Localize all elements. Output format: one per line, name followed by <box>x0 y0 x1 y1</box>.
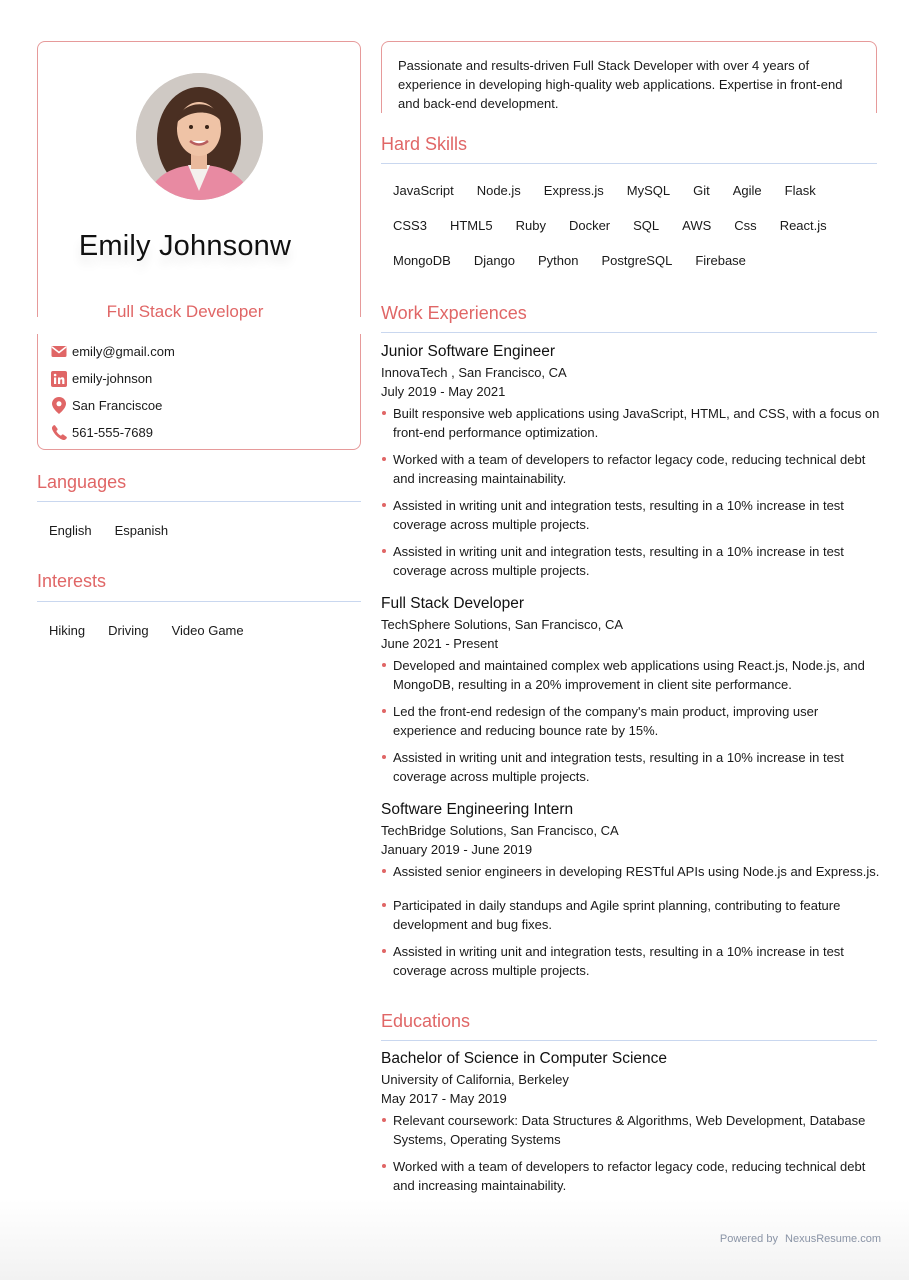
job-bullet: Assisted in writing unit and integration tests, resulting in a 10% increase in test coverage across multiple projects. <box>381 942 881 980</box>
job-bullet: Developed and maintained complex web applications using React.js, Node.js, and MongoDB, resulting in a 20% improvement in client site performance. <box>381 656 881 694</box>
skill-item: Python <box>538 253 579 268</box>
job-bullet: Assisted senior engineers in developing RESTful APIs using Node.js and Express.js. <box>381 862 881 881</box>
interest-item: Driving <box>108 623 149 638</box>
skill-item: CSS3 <box>393 218 427 233</box>
skill-item: Agile <box>732 183 762 198</box>
summary-box <box>381 41 877 113</box>
profile-name: Emily Johnsonw <box>78 230 292 262</box>
job-dates: January 2019 - June 2019 <box>381 842 533 857</box>
skill-item: Docker <box>568 218 611 233</box>
skill-item: MySQL <box>626 183 671 198</box>
email-icon <box>51 344 67 360</box>
skill-item: AWS <box>682 218 712 233</box>
job-bullet: Worked with a team of developers to refactor legacy code, reducing technical debt and increasing maintainability. <box>381 450 881 488</box>
job-role: Software Engineering Intern <box>381 801 574 818</box>
job-bullets <box>381 656 881 786</box>
languages-divider <box>37 501 361 502</box>
interests-divider <box>37 601 361 602</box>
powered-by-brand[interactable]: NexusResume.com <box>785 1233 881 1245</box>
contact-list <box>51 338 175 446</box>
education-dates: May 2017 - May 2019 <box>381 1091 507 1106</box>
interest-item: Video Game <box>171 623 244 638</box>
job-dates: July 2019 - May 2021 <box>381 384 506 399</box>
job-bullet: Assisted in writing unit and integration tests, resulting in a 10% increase in test coverage across multiple projects. <box>381 496 881 534</box>
skill-item: MongoDB <box>393 253 451 268</box>
job-bullets <box>381 862 881 980</box>
contact-linkedin[interactable] <box>51 365 175 392</box>
summary-text: Passionate and results-driven Full Stack Developer with over 4 years of experience in developing high-quality web applications. Expertise in front-end and back-end development. <box>398 58 843 111</box>
location-pin-icon <box>51 398 67 414</box>
interests-list <box>49 623 267 638</box>
contact-phone-value: 561-555-7689 <box>72 425 153 440</box>
job-bullets <box>381 404 881 580</box>
contact-email[interactable] <box>51 338 175 365</box>
contact-email-value: emily@gmail.com <box>72 344 175 359</box>
contact-location-value: San Franciscoe <box>72 398 163 413</box>
interest-item: Hiking <box>49 623 86 638</box>
avatar <box>136 73 263 200</box>
languages-list <box>49 523 191 538</box>
job-role: Junior Software Engineer <box>381 343 556 360</box>
skill-item: Git <box>693 183 710 198</box>
phone-icon <box>51 425 67 441</box>
education-divider <box>381 1040 877 1041</box>
skill-item: Express.js <box>543 183 604 198</box>
job-bullet: Built responsive web applications using JavaScript, HTML, and CSS, with a focus on front-end performance optimization. <box>381 404 881 442</box>
person-photo-icon <box>136 73 263 200</box>
job-dates: June 2021 - Present <box>381 636 499 651</box>
contact-phone[interactable] <box>51 419 175 446</box>
education-bullets <box>381 1111 881 1195</box>
job-bullet: Assisted in writing unit and integration tests, resulting in a 10% increase in test coverage across multiple projects. <box>381 542 881 580</box>
work-divider <box>381 332 877 333</box>
job-entry <box>381 341 881 588</box>
skill-item: SQL <box>633 218 660 233</box>
hard-skills-divider <box>381 163 877 164</box>
job-bullet: Participated in daily standups and Agile sprint planning, contributing to feature development and bug fixes. <box>381 896 881 934</box>
contact-location <box>51 392 175 419</box>
job-role: Full Stack Developer <box>381 595 525 612</box>
job-company: TechSphere Solutions, San Francisco, CA <box>381 617 624 632</box>
powered-by[interactable] <box>720 1233 881 1245</box>
skill-item: Css <box>734 218 757 233</box>
work-heading: Work Experiences <box>381 303 527 323</box>
job-entry <box>381 593 881 794</box>
skill-item: HTML5 <box>449 218 493 233</box>
skill-item: React.js <box>779 218 827 233</box>
job-bullet: Led the front-end redesign of the company's main product, improving user experience and reducing bounce rate by 15%. <box>381 702 881 740</box>
interests-heading: Interests <box>37 571 107 591</box>
job-entry <box>381 799 881 988</box>
job-company: InnovaTech , San Francisco, CA <box>381 365 567 380</box>
language-item: English <box>49 523 92 538</box>
languages-heading: Languages <box>37 472 127 492</box>
linkedin-icon <box>51 371 67 387</box>
education-heading: Educations <box>381 1011 471 1031</box>
education-degree: Bachelor of Science in Computer Science <box>381 1050 668 1067</box>
education-school: University of California, Berkeley <box>381 1072 569 1087</box>
language-item: Espanish <box>114 523 169 538</box>
skill-item: Flask <box>784 183 816 198</box>
powered-by-label: Powered by <box>719 1233 778 1245</box>
education-bullet: Worked with a team of developers to refactor legacy code, reducing technical debt and increasing maintainability. <box>381 1157 881 1195</box>
skill-item: JavaScript <box>393 183 454 198</box>
job-bullet: Assisted in writing unit and integration tests, resulting in a 10% increase in test coverage across multiple projects. <box>381 748 881 786</box>
contact-linkedin-value: emily-johnson <box>72 371 153 386</box>
skill-item: Django <box>473 253 516 268</box>
skill-item: PostgreSQL <box>601 253 673 268</box>
skill-item: Firebase <box>695 253 746 268</box>
skill-item: Node.js <box>476 183 521 198</box>
education-bullet: Relevant coursework: Data Structures & Algorithms, Web Development, Database Systems, Operating Systems <box>381 1111 881 1149</box>
job-company: TechBridge Solutions, San Francisco, CA <box>381 823 619 838</box>
hard-skills-heading: Hard Skills <box>381 134 468 154</box>
profile-title: Full Stack Developer <box>106 302 264 321</box>
education-entry <box>381 1048 881 1203</box>
skills-list <box>393 181 877 270</box>
skill-item: Ruby <box>515 218 546 233</box>
